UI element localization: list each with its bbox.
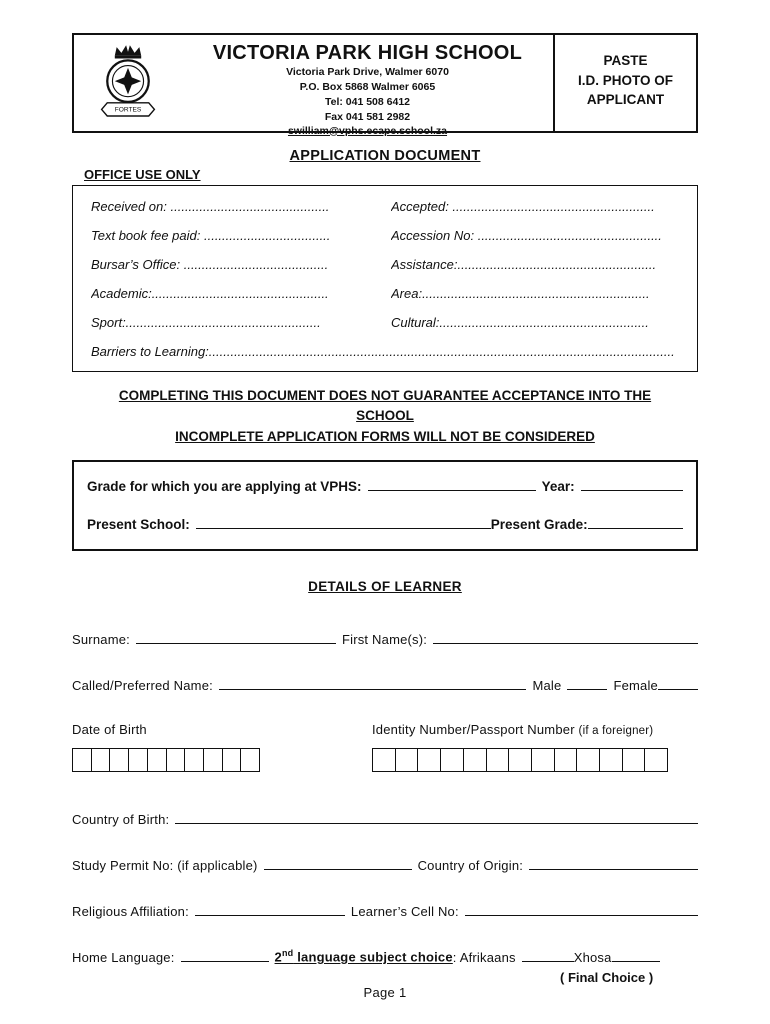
surname-label: Surname: xyxy=(72,631,130,647)
school-fax: Fax 041 581 2982 xyxy=(324,110,411,123)
office-use-only-heading: OFFICE USE ONLY xyxy=(84,167,201,182)
xhosa-label: Xhosa xyxy=(573,949,612,965)
afrikaans-line[interactable] xyxy=(522,948,574,962)
called-name-label: Called/Preferred Name: xyxy=(72,677,213,693)
crest-motto: FORTES xyxy=(114,106,142,114)
digit-box[interactable] xyxy=(644,748,668,772)
year-line[interactable] xyxy=(581,477,683,491)
female-label: Female xyxy=(613,677,658,693)
warning-line3: INCOMPLETE APPLICATION FORMS WILL NOT BE CONSIDERED xyxy=(175,428,595,444)
cultural-field: Cultural:.......................................................... xyxy=(391,315,649,330)
present-school-line[interactable] xyxy=(196,515,491,529)
school-crest xyxy=(74,35,182,131)
first-names-line[interactable] xyxy=(433,630,698,644)
xhosa-line[interactable] xyxy=(612,948,660,962)
study-permit-line[interactable] xyxy=(264,856,412,870)
present-grade-line[interactable] xyxy=(588,515,683,529)
home-language-line[interactable] xyxy=(181,948,269,962)
digit-box[interactable] xyxy=(486,748,510,772)
digit-box[interactable] xyxy=(372,748,396,772)
religious-affiliation-label: Religious Affiliation: xyxy=(72,903,189,919)
assistance-field: Assistance:....................................................... xyxy=(391,257,657,272)
details-of-learner-heading: DETAILS OF LEARNER xyxy=(308,578,462,594)
sport-field: Sport:...................................................... xyxy=(91,315,321,330)
final-choice-note: ( Final Choice ) xyxy=(560,969,654,985)
page-number: Page 1 xyxy=(363,985,407,1000)
country-of-origin-label: Country of Origin: xyxy=(417,857,524,873)
bursars-office-field: Bursar’s Office: ........................................ xyxy=(91,257,329,272)
home-language-row xyxy=(72,948,698,965)
grade-applying-label: Grade for which you are applying at VPHS: xyxy=(87,478,362,494)
country-of-birth-line[interactable] xyxy=(175,810,698,824)
digit-box[interactable] xyxy=(184,748,204,772)
school-address-line1: Victoria Park Drive, Walmer 6070 xyxy=(286,66,449,78)
area-field: Area:............................................................... xyxy=(391,286,650,301)
learner-cell-no-line[interactable] xyxy=(465,902,698,916)
digit-box[interactable] xyxy=(147,748,167,772)
present-school-label: Present School: xyxy=(87,516,190,532)
date-of-birth-label: Date of Birth xyxy=(72,721,147,737)
grade-application-box xyxy=(72,460,698,551)
present-school-row xyxy=(87,515,683,532)
textbook-fee-field: Text book fee paid: ................................... xyxy=(91,228,331,243)
digit-box[interactable] xyxy=(554,748,578,772)
digit-box[interactable] xyxy=(395,748,419,772)
office-use-box xyxy=(72,185,698,372)
year-label: Year: xyxy=(541,478,575,494)
school-crest-icon xyxy=(95,40,161,126)
digit-box[interactable] xyxy=(128,748,148,772)
id-photo-box xyxy=(553,35,696,131)
digit-box[interactable] xyxy=(91,748,111,772)
second-language-text: language subject choice xyxy=(293,949,453,965)
second-language-ordinal: nd xyxy=(281,948,294,959)
office-row xyxy=(91,199,683,214)
date-of-birth-boxes xyxy=(72,748,372,772)
school-name: VICTORIA PARK HIGH SCHOOL xyxy=(212,42,523,64)
first-names-label: First Name(s): xyxy=(341,631,428,647)
school-header xyxy=(72,33,698,137)
warning-line2: SCHOOL xyxy=(356,408,414,424)
digit-box[interactable] xyxy=(166,748,186,772)
present-grade-label: Present Grade: xyxy=(490,516,588,532)
school-address-line2: P.O. Box 5868 Walmer 6065 xyxy=(299,80,436,93)
study-permit-row xyxy=(72,856,698,873)
digit-box[interactable] xyxy=(463,748,487,772)
country-of-origin-line[interactable] xyxy=(529,856,698,870)
school-tel: Tel: 041 508 6412 xyxy=(324,95,411,108)
digit-box[interactable] xyxy=(440,748,464,772)
learner-cell-no-label: Learner’s Cell No: xyxy=(350,903,459,919)
called-name-line[interactable] xyxy=(219,676,526,690)
digit-box[interactable] xyxy=(508,748,532,772)
second-language-choice-label xyxy=(275,948,453,964)
office-row xyxy=(91,257,683,272)
office-row xyxy=(91,344,683,359)
photo-box-line2: I.D. PHOTO OF xyxy=(577,72,673,88)
barriers-to-learning-field: Barriers to Learning:................................................................................................................................. xyxy=(91,344,675,359)
identity-number-label-text: Identity Number/Passport Number xyxy=(372,721,575,737)
photo-box-line3: APPLICANT xyxy=(586,92,665,108)
academic-field: Academic:................................................. xyxy=(91,286,329,301)
accession-no-field: Accession No: ................................................... xyxy=(391,228,662,243)
digit-box[interactable] xyxy=(222,748,242,772)
digit-box[interactable] xyxy=(622,748,646,772)
female-line[interactable] xyxy=(658,676,698,690)
date-of-birth-column xyxy=(72,722,372,772)
afrikaans-label: : Afrikaans xyxy=(452,949,516,965)
country-of-birth-row xyxy=(72,810,698,827)
digit-box[interactable] xyxy=(599,748,623,772)
called-name-row xyxy=(72,676,698,693)
digit-box[interactable] xyxy=(531,748,555,772)
surname-line[interactable] xyxy=(136,630,336,644)
country-of-birth-label: Country of Birth: xyxy=(72,811,170,827)
office-row xyxy=(91,315,683,330)
identity-number-label xyxy=(372,722,698,737)
identity-number-boxes xyxy=(372,748,698,772)
warning-line1: COMPLETING THIS DOCUMENT DOES NOT GUARANTEE ACCEPTANCE INTO THE xyxy=(118,388,652,403)
second-language-number: 2 xyxy=(274,949,282,965)
grade-applying-row xyxy=(87,477,683,494)
digit-box[interactable] xyxy=(203,748,223,772)
study-permit-label: Study Permit No: (if applicable) xyxy=(72,857,258,873)
dob-id-section xyxy=(72,722,698,772)
acceptance-warning xyxy=(72,386,698,447)
digit-box[interactable] xyxy=(72,748,92,772)
grade-applying-line[interactable] xyxy=(368,477,536,491)
office-row xyxy=(91,286,683,301)
office-row xyxy=(91,228,683,243)
accepted-field: Accepted: ........................................................ xyxy=(391,199,655,214)
religious-affiliation-line[interactable] xyxy=(195,902,345,916)
identity-number-column xyxy=(372,722,698,772)
foreigner-note: (if a foreigner) xyxy=(578,724,654,737)
male-line[interactable] xyxy=(567,676,607,690)
religious-affiliation-row xyxy=(72,902,698,919)
school-email-link[interactable]: swilliam@vphs.ecape.school.za xyxy=(287,124,448,137)
digit-box[interactable] xyxy=(109,748,129,772)
digit-box[interactable] xyxy=(417,748,441,772)
school-info xyxy=(182,35,553,137)
surname-row xyxy=(72,630,698,647)
male-label: Male xyxy=(532,677,562,693)
received-on-field: Received on: ............................................ xyxy=(91,199,330,214)
digit-box[interactable] xyxy=(240,748,260,772)
photo-box-line1: PASTE xyxy=(603,53,648,68)
digit-box[interactable] xyxy=(576,748,600,772)
document-title: APPLICATION DOCUMENT xyxy=(289,148,481,164)
home-language-label: Home Language: xyxy=(72,949,175,965)
